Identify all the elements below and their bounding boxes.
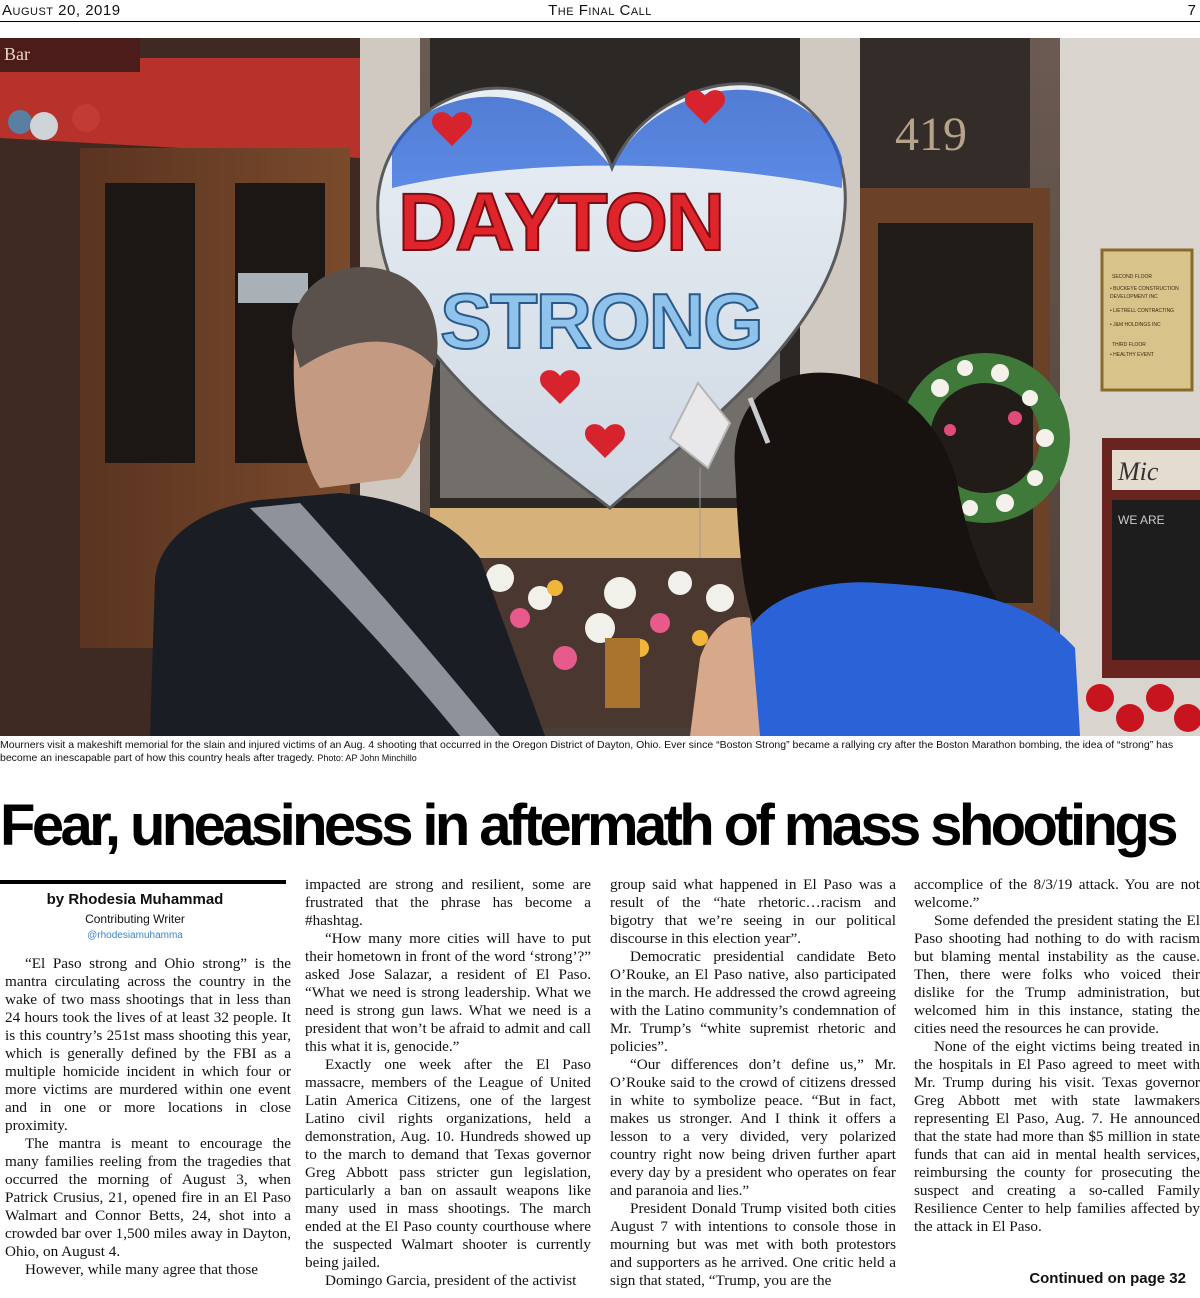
memorial-photo xyxy=(0,38,1200,736)
article-paragraph: “El Paso strong and Ohio strong” is the mantra circulating across the country in the wake of two mass shootings that in less than 24 hours took the lives of at least 32 people. It is this country’s 251st mass shooting this year, which is generally defined by the FBI as a multiple homicide incident in which four or more victims are murdered within one event and in one or more locations in close proximity. xyxy=(5,955,291,1134)
plaque-line: • J&M HOLDINGS INC xyxy=(1110,322,1161,328)
issue-date: August 20, 2019 xyxy=(2,2,121,19)
continued-jump[interactable]: Continued on page 32 xyxy=(1029,1270,1186,1287)
masthead xyxy=(0,0,1200,22)
address-number: 419 xyxy=(895,108,967,161)
bar-sign-text: Bar xyxy=(4,44,30,64)
article-paragraph: The mantra is meant to encourage the many families reeling from the tragedies that occurred the morning of August 3, when Patrick Crusius, 21, opened fire in an El Paso Walmart and Connor Betts, 24, shot into a crowded bar over 1,500 miles away in Dayton, Ohio, on August 4. xyxy=(5,1135,291,1260)
article-paragraph: Democratic presidential candidate Beto O’Rouke, an El Paso native, also participated in the march. He addressed the crowd agreeing with the Latino community’s condemnation of Mr. Trump’s “white supremist rhetoric and policies”. xyxy=(610,948,896,1055)
plaque-line: THIRD FLOOR xyxy=(1112,342,1146,348)
byline xyxy=(0,880,286,955)
mural-strong: STRONG xyxy=(440,277,762,365)
mural-dayton: DAYTON xyxy=(398,177,724,268)
masthead-rule xyxy=(0,21,1200,22)
article-column-3 xyxy=(610,876,896,1290)
chalkboard-text: WE ARE xyxy=(1118,513,1165,527)
byline-rule xyxy=(0,880,286,884)
article-paragraph: “Our differences don’t define us,” Mr. O’Rouke said to the crowd of citizens dressed in white to symbolize peace. “But in fact, makes us stronger. And I think it offers a lesson to a very divided, very polarized country right now being driven further apart every day by a president who operates on fear and paranoia and lies.” xyxy=(610,1056,896,1199)
article-paragraph: Some defended the president stating the El Paso shooting had nothing to do with racism but blaming mental instability as the cause. Then, there were folks who voiced their dislike for the Trump administration, but welcomed him in this instance, stating the cities need the resources he can provide. xyxy=(914,912,1200,1037)
page-number: 7 xyxy=(1187,2,1196,19)
article-paragraph: Domingo Garcia, president of the activist xyxy=(325,1272,577,1289)
headline: Fear, uneasiness in aftermath of mass shootings xyxy=(0,793,1175,858)
plaque-line: • BUCKEYE CONSTRUCTION xyxy=(1110,286,1179,292)
plaque-line: • HEALTHY EVENT xyxy=(1110,352,1154,358)
plaque-title: SECOND FLOOR xyxy=(1112,274,1153,280)
restaurant-sign: Mic xyxy=(1118,457,1159,486)
author-role: Contributing Writer xyxy=(85,912,185,926)
article-paragraph: President Donald Trump visited both cities August 7 with intentions to console those in mourning but was met with both protestors and supporters as he arrived. One critic held a sign that stated, “Trump, you are the xyxy=(610,1200,896,1289)
newspaper-name: The Final Call xyxy=(548,2,652,19)
article-column-1 xyxy=(5,955,291,1279)
plaque-line: • LIETRELL CONTRACTING xyxy=(1110,308,1175,314)
article-paragraph: None of the eight victims being treated in the hospitals in El Paso agreed to meet with Mr. Trump during his visit. Texas governor Greg Abbott met with state lawmakers representing El Paso, Aug. 7. He announced that the state had more than $5 million in state funds that can aid in mental health services, reimbursing the county for prosecuting the suspect and creating a so-called Family Resilience Center to help families affected by the attack in El Paso. xyxy=(914,1038,1200,1235)
article-paragraph: group said what happened in El Paso was a result of the “hate rhetoric…racism and bigotry that we’re seeing in our political discourse in this election year”. xyxy=(610,876,896,947)
photo-caption xyxy=(0,739,1200,765)
photo-credit: Photo: AP John Minchillo xyxy=(317,753,417,763)
article-paragraph: impacted are strong and resilient, some are frustrated that the phrase has become a #hashtag. xyxy=(305,876,591,929)
plaque-line: DEVELOPMENT INC xyxy=(1110,294,1158,300)
article-paragraph: However, while many agree that those xyxy=(25,1261,259,1278)
article-paragraph: “How many more cities will have to put their hometown in front of the word ‘strong’?” asked Jose Salazar, a resident of El Paso. “What we need is strong leadership. What we need is strong gun laws. What we need is a president that won’t be afraid to admit and call this what it is, genocide.” xyxy=(305,930,591,1055)
article-paragraph: Exactly one week after the El Paso massacre, members of the League of United Latin America Citizens, one of the largest Latino civil rights organizations, held a demonstration, Aug. 10. Hundreds showed up to the march to demand that Texas governor Greg Abbott pass stricter gun legislation, particularly a ban on assault weapons like many used in mass shootings. The march ended at the El Paso county courthouse where the suspected Walmart shooter is currently being jailed. xyxy=(305,1056,591,1271)
article-column-4 xyxy=(914,876,1200,1236)
caption-text: Mourners visit a makeshift memorial for the slain and injured victims of an Aug. 4 shooting that occurred in the Oregon District of Dayton, Ohio. Ever since “Boston Strong” became a rallying cry after the Boston Marathon bombing, the idea of “strong” has become an inescapable part of how this country heals after tragedy. xyxy=(0,739,1174,764)
article-paragraph: accomplice of the 8/3/19 attack. You are not welcome.” xyxy=(914,876,1200,911)
article-column-2 xyxy=(305,876,591,1290)
author-handle[interactable]: @rhodesiamuhamma xyxy=(87,930,183,941)
author-name: by Rhodesia Muhammad xyxy=(46,891,224,908)
